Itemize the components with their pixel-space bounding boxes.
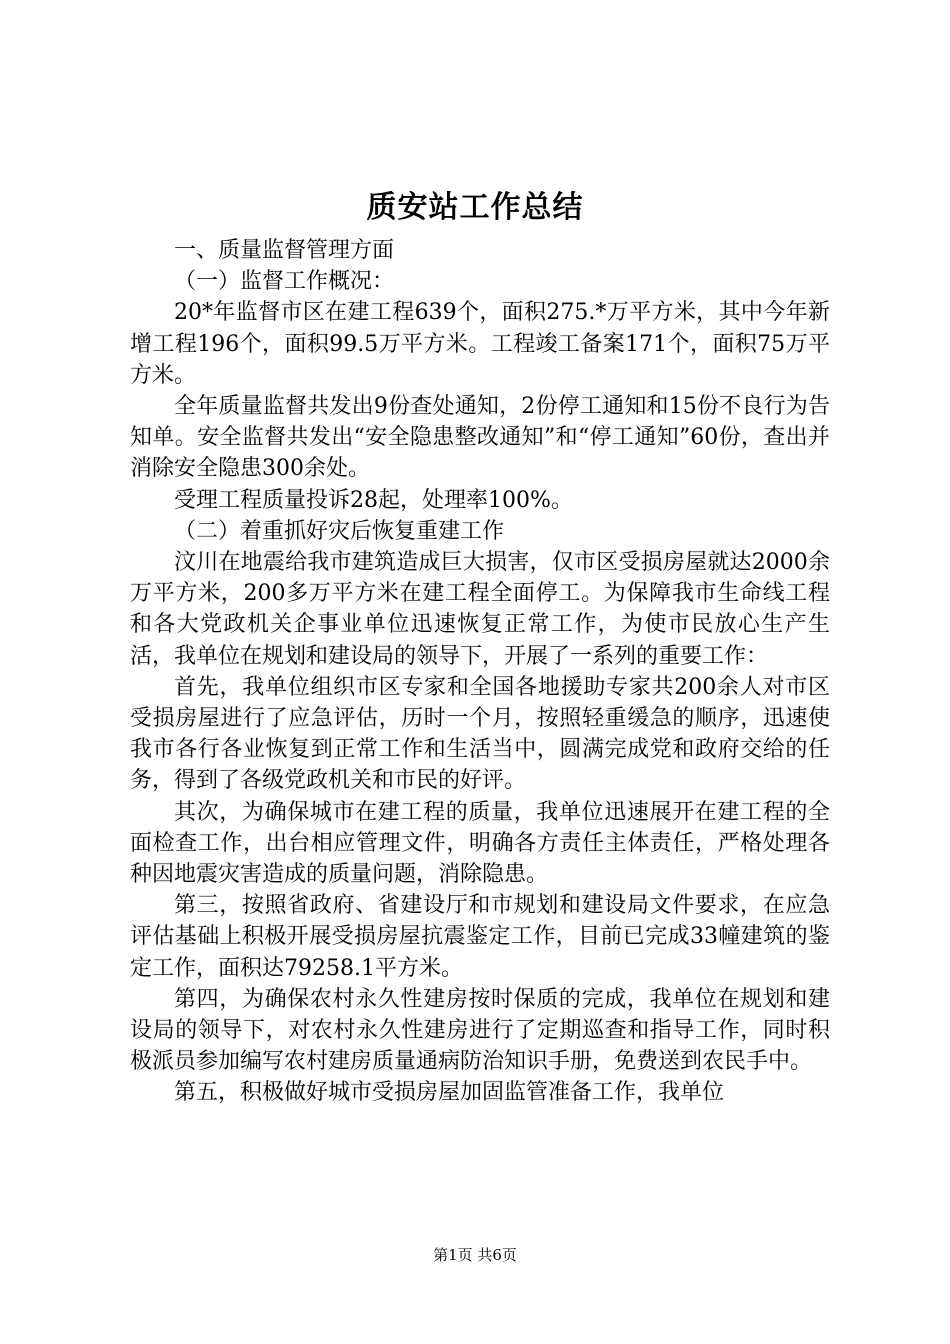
paragraph: 全年质量监督共发出9份查处通知，2份停工通知和15份不良行为告知单。安全监督共发出“安全隐患整改通知”和“停工通知”60份，查出并消除安全隐患300余处。: [130, 394, 830, 482]
subsection-heading: （一）监督工作概况：: [174, 269, 395, 295]
paragraph: 第五，积极做好城市受损房屋加固监管准备工作，我单位: [174, 1080, 725, 1106]
paragraph: 受理工程质量投诉28起，处理率100%。: [174, 487, 573, 513]
document-body: [130, 235, 830, 1109]
paragraph: 第四，为确保农村永久性建房按时保质的完成，我单位在规划和建设局的领导下，对农村永久性建房进行了定期巡查和指导工作，同时积极派员参加编写农村建房质量通病防治知识手册，免费送到农民手中。: [130, 986, 830, 1075]
paragraph: 20*年监督市区在建工程639个，面积275.*万平方米，其中今年新增工程196个，面积99.5万平方米。工程竣工备案171个，面积75万平方米。: [130, 300, 830, 388]
document-title: 质安站工作总结: [366, 190, 584, 225]
paragraph: 首先，我单位组织市区专家和全国各地援助专家共200余人对市区受损房屋进行了应急评估，历时一个月，按照轻重缓急的顺序，迅速使我市各行各业恢复到正常工作和生活当中，圆满完成党和政府交给的任务，得到了各级党政机关和市民的好评。: [130, 674, 830, 794]
paragraph: 第三，按照省政府、省建设厅和市规划和建设局文件要求，在应急评估基础上积极开展受损房屋抗震鉴定工作，目前已完成33幢建筑的鉴定工作，面积达79258.1平方米。: [130, 893, 830, 981]
paragraph: 汶川在地震给我市建筑造成巨大损害，仅市区受损房屋就达2000余万平方米，200多万平方米在建工程全面停工。为保障我市生命线工程和各大党政机关企事业单位迅速恢复正常工作，为使市民放心生产生活，我单位在规划和建设局的领导下，开展了一系列的重要工作：: [130, 550, 830, 669]
section-heading: 一、质量监督管理方面: [174, 238, 395, 263]
page-footer: 第1页 共6页: [433, 1246, 517, 1264]
subsection-heading: （二）着重抓好灾后恢复重建工作: [174, 518, 505, 544]
paragraph: 其次，为确保城市在建工程的质量，我单位迅速展开在建工程的全面检查工作，出台相应管理文件，明确各方责任主体责任，严格处理各种因地震灾害造成的质量问题，消除隐患。: [130, 799, 830, 888]
